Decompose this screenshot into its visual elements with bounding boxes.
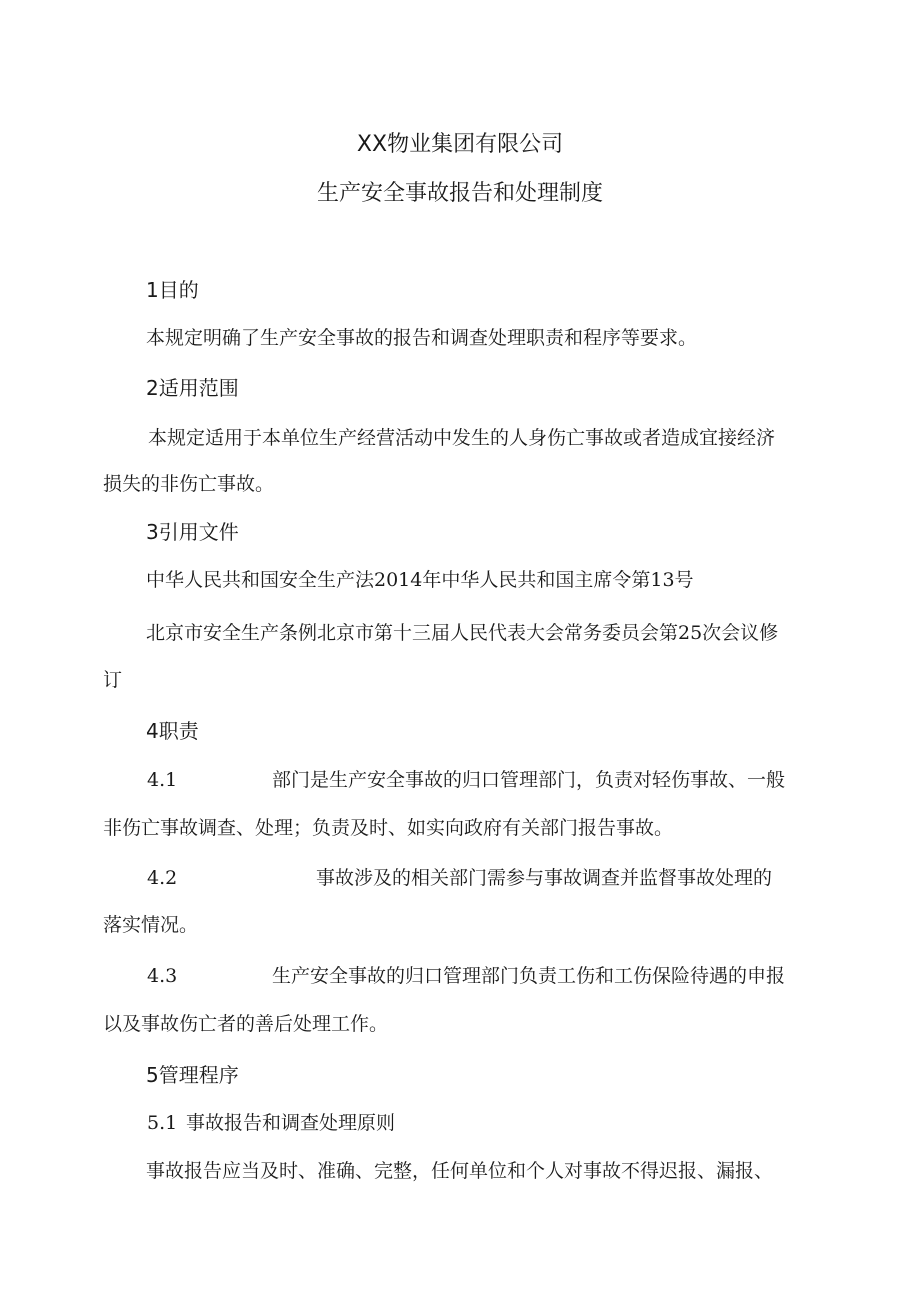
item-number: 4.2 — [147, 867, 178, 889]
reference-line: 订 — [103, 669, 123, 691]
section-heading-scope: 2适用范围 — [146, 376, 239, 400]
item-number: 4.1 — [147, 769, 178, 791]
paragraph-line: 本规定适用于本单位生产经营活动中发生的人身伤亡事故或者造成宜接经济 — [148, 427, 776, 449]
item-line: 生产安全事故的归口管理部门负责工伤和工伤保险待遇的申报 — [272, 965, 786, 987]
item-line: 以及事故伤亡者的善后处理工作。 — [103, 1013, 389, 1035]
reference-line: 中华人民共和国安全生产法2014年中华人民共和国主席令第13号 — [146, 569, 694, 591]
item-line: 事故涉及的相关部门需参与事故调查并监督事故处理的 — [316, 867, 773, 889]
item-line: 非伤亡事故调查、处理；负责及时、如实向政府有关部门报告事故。 — [103, 817, 674, 839]
section-heading-responsibilities: 4职责 — [146, 719, 199, 743]
item-line: 落实情况。 — [103, 914, 199, 936]
paragraph-line: 损失的非伤亡事故。 — [103, 473, 275, 495]
section-heading-references: 3引用文件 — [146, 520, 239, 544]
document-title-company: XX物业集团有限公司 — [356, 132, 564, 157]
section-heading-procedure: 5管理程序 — [146, 1063, 239, 1087]
subsection-number: 5.1 — [147, 1112, 178, 1134]
item-number: 4.3 — [147, 965, 178, 987]
document-title-regulation: 生产安全事故报告和处理制度 — [316, 181, 603, 206]
section-heading-purpose: 1目的 — [146, 278, 199, 302]
paragraph-line: 本规定明确了生产安全事故的报告和调查处理职责和程序等要求。 — [146, 327, 698, 349]
paragraph-line: 事故报告应当及时、准确、完整，任何单位和个人对事故不得迟报、漏报、 — [146, 1160, 774, 1182]
reference-line: 北京市安全生产条例北京市第十三届人民代表大会常务委员会第25次会议修 — [146, 622, 779, 644]
subsection-title: 事故报告和调查处理原则 — [186, 1112, 396, 1134]
item-line: 部门是生产安全事故的归口管理部门，负责对轻伤事故、一般 — [272, 769, 786, 791]
